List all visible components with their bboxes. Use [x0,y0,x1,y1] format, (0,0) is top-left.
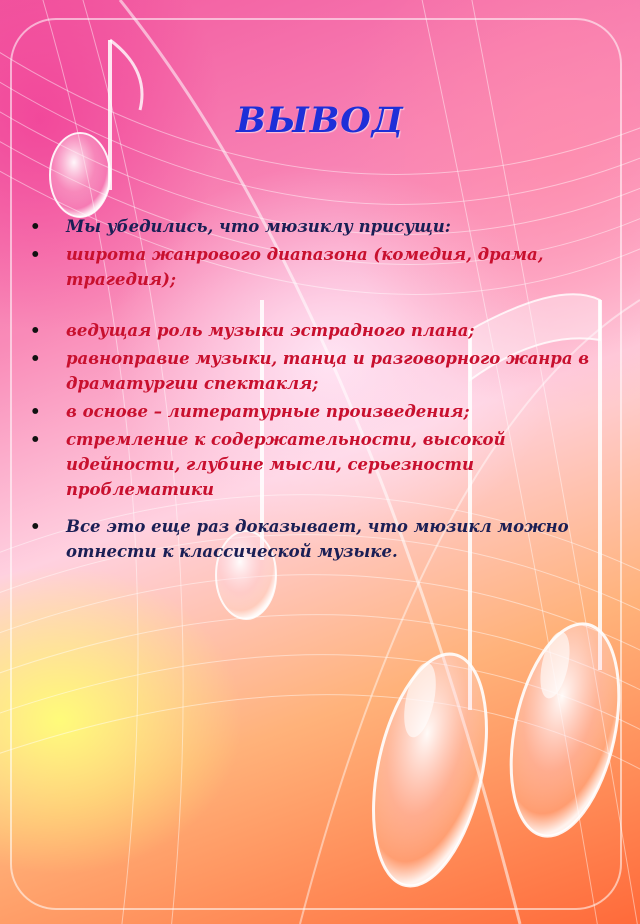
bullet-text: ведущая роль музыки эстрадного плана; [66,321,475,340]
bullet-dot: • [30,430,41,449]
bullet-dot: • [30,402,41,421]
bullet-dot: • [30,517,41,536]
bullet-dot: • [30,217,41,236]
bullet-text: равноправие музыки, танца и разговорного жанра в драматургии спектакля; [66,349,590,393]
bullet-item [22,514,602,564]
bullet-item [22,242,602,292]
bullet-item [22,214,602,239]
bullet-text: стремление к содержательности, высокой идейности, глубине мысли, серьезности проблематики [66,430,506,499]
bullet-item [22,399,602,424]
bullet-text: широта жанрового диапазона (комедия, драма, трагедия); [66,245,544,289]
bullet-text: Все это еще раз доказывает, что мюзикл можно отнести к классической музыке. [66,517,569,561]
bullet-dot: • [30,321,41,340]
bullet-dot: • [30,245,41,264]
slide-title: ВЫВОД [236,100,404,141]
bullet-text: в основе – литературные произведения; [66,402,470,421]
bullet-item [22,318,602,343]
bullet-item [22,427,602,502]
bullet-list [22,214,602,567]
bullet-item [22,346,602,396]
bullet-dot: • [30,349,41,368]
bullet-text: Мы убедились, что мюзиклу присущи: [66,217,451,236]
